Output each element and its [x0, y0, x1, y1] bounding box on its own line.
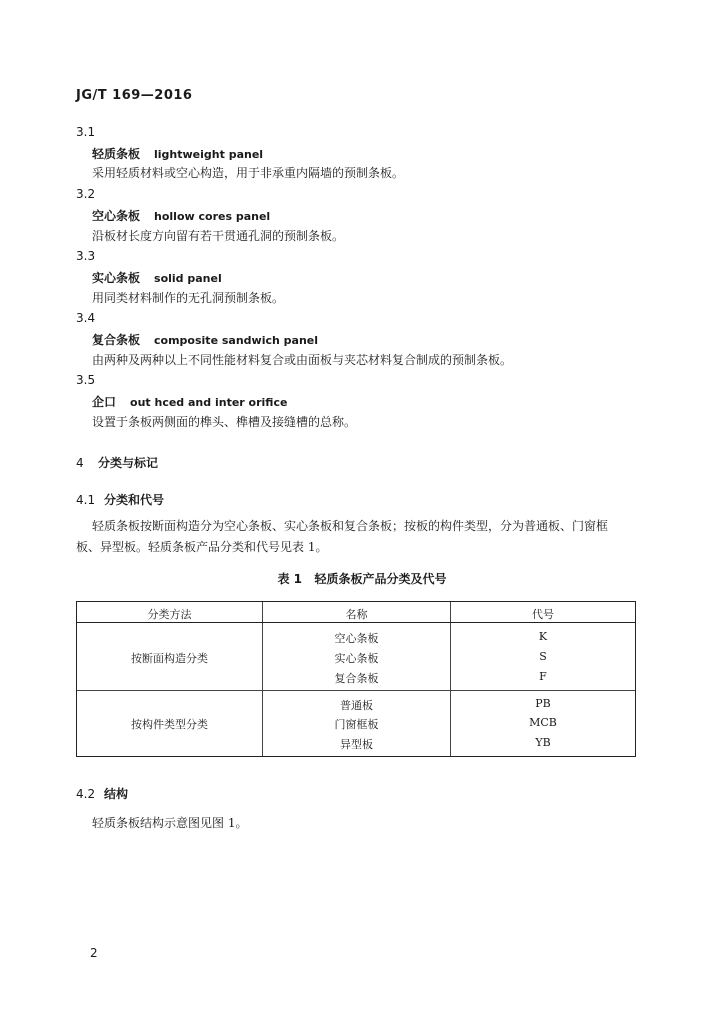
term-number: 3.1	[76, 125, 96, 139]
table-cell-name: 异型板	[340, 738, 373, 751]
term-en: lightweight panel	[154, 148, 264, 161]
term-title	[92, 331, 318, 348]
table-cell-code: K	[538, 630, 548, 643]
table-cell-code: F	[539, 670, 547, 683]
section-heading-4	[76, 454, 158, 471]
term-title	[92, 207, 270, 224]
term-en: composite sandwich panel	[154, 334, 319, 347]
table-header-method: 分类方法	[147, 608, 192, 621]
term-zh: 空心条板	[92, 209, 141, 223]
term-number: 3.3	[76, 249, 96, 263]
term-zh: 实心条板	[92, 271, 141, 285]
paragraph-line: 轻质条板按断面构造分为空心条板、实心条板和复合条板；按板的构件类型，分为普通板、门窗框	[92, 519, 609, 533]
term-title	[92, 393, 287, 410]
table-cell-name: 实心条板	[334, 652, 379, 665]
term-number: 3.2	[76, 187, 96, 201]
table-cell-code: PB	[535, 697, 551, 710]
section-title: 分类与标记	[98, 456, 159, 470]
table-cell-code: MCB	[529, 716, 557, 729]
table-cell-name: 门窗框板	[334, 718, 379, 731]
term-en: solid panel	[154, 272, 222, 285]
table-header-name: 名称	[345, 608, 368, 621]
table-cell-code: S	[539, 650, 547, 663]
table-cell-code: YB	[535, 736, 551, 749]
standard-code-header: JG/T 169—2016	[76, 88, 193, 103]
classification-table	[76, 601, 636, 757]
term-zh: 复合条板	[92, 333, 141, 347]
term-definition: 用同类材料制作的无孔洞预制条板。	[92, 291, 285, 305]
section-number: 4.1	[76, 493, 96, 507]
table-cell-name: 空心条板	[334, 632, 379, 645]
term-definition: 沿板材长度方向留有若干贯通孔洞的预制条板。	[92, 229, 345, 243]
section-number: 4	[76, 456, 84, 470]
term-en: out hced and inter orifice	[130, 396, 288, 409]
term-number: 3.4	[76, 311, 96, 325]
term-definition: 由两种及两种以上不同性能材料复合或由面板与夹芯材料复合制成的预制条板。	[92, 353, 513, 367]
section-title: 分类和代号	[104, 493, 165, 507]
table-divider	[77, 690, 635, 691]
page-number: 2	[90, 946, 98, 960]
table-cell-name: 复合条板	[334, 672, 379, 685]
table-divider	[77, 622, 635, 623]
term-en: hollow cores panel	[154, 210, 271, 223]
table-group-method: 按断面构造分类	[131, 652, 208, 665]
section-heading-4-2	[76, 785, 128, 802]
term-definition: 设置于条板两侧面的榫头、榫槽及接缝槽的总称。	[92, 415, 357, 429]
table-group-method: 按构件类型分类	[131, 718, 208, 731]
section-number: 4.2	[76, 787, 96, 801]
term-definition: 采用轻质材料或空心构造，用于非承重内隔墙的预制条板。	[92, 166, 405, 180]
term-title	[92, 269, 222, 286]
paragraph-line: 板、异型板。轻质条板产品分类和代号见表 1。	[76, 540, 328, 554]
table-header-code: 代号	[532, 608, 554, 621]
term-title	[92, 145, 263, 162]
table-cell-name: 普通板	[340, 699, 373, 712]
paragraph-line: 轻质条板结构示意图见图 1。	[92, 816, 248, 830]
term-zh: 企口	[92, 395, 117, 409]
term-zh: 轻质条板	[92, 147, 141, 161]
section-heading-4-1	[76, 491, 164, 508]
term-number: 3.5	[76, 373, 96, 387]
table-caption: 表 1 轻质条板产品分类及代号	[277, 572, 447, 586]
section-title: 结构	[104, 787, 129, 801]
